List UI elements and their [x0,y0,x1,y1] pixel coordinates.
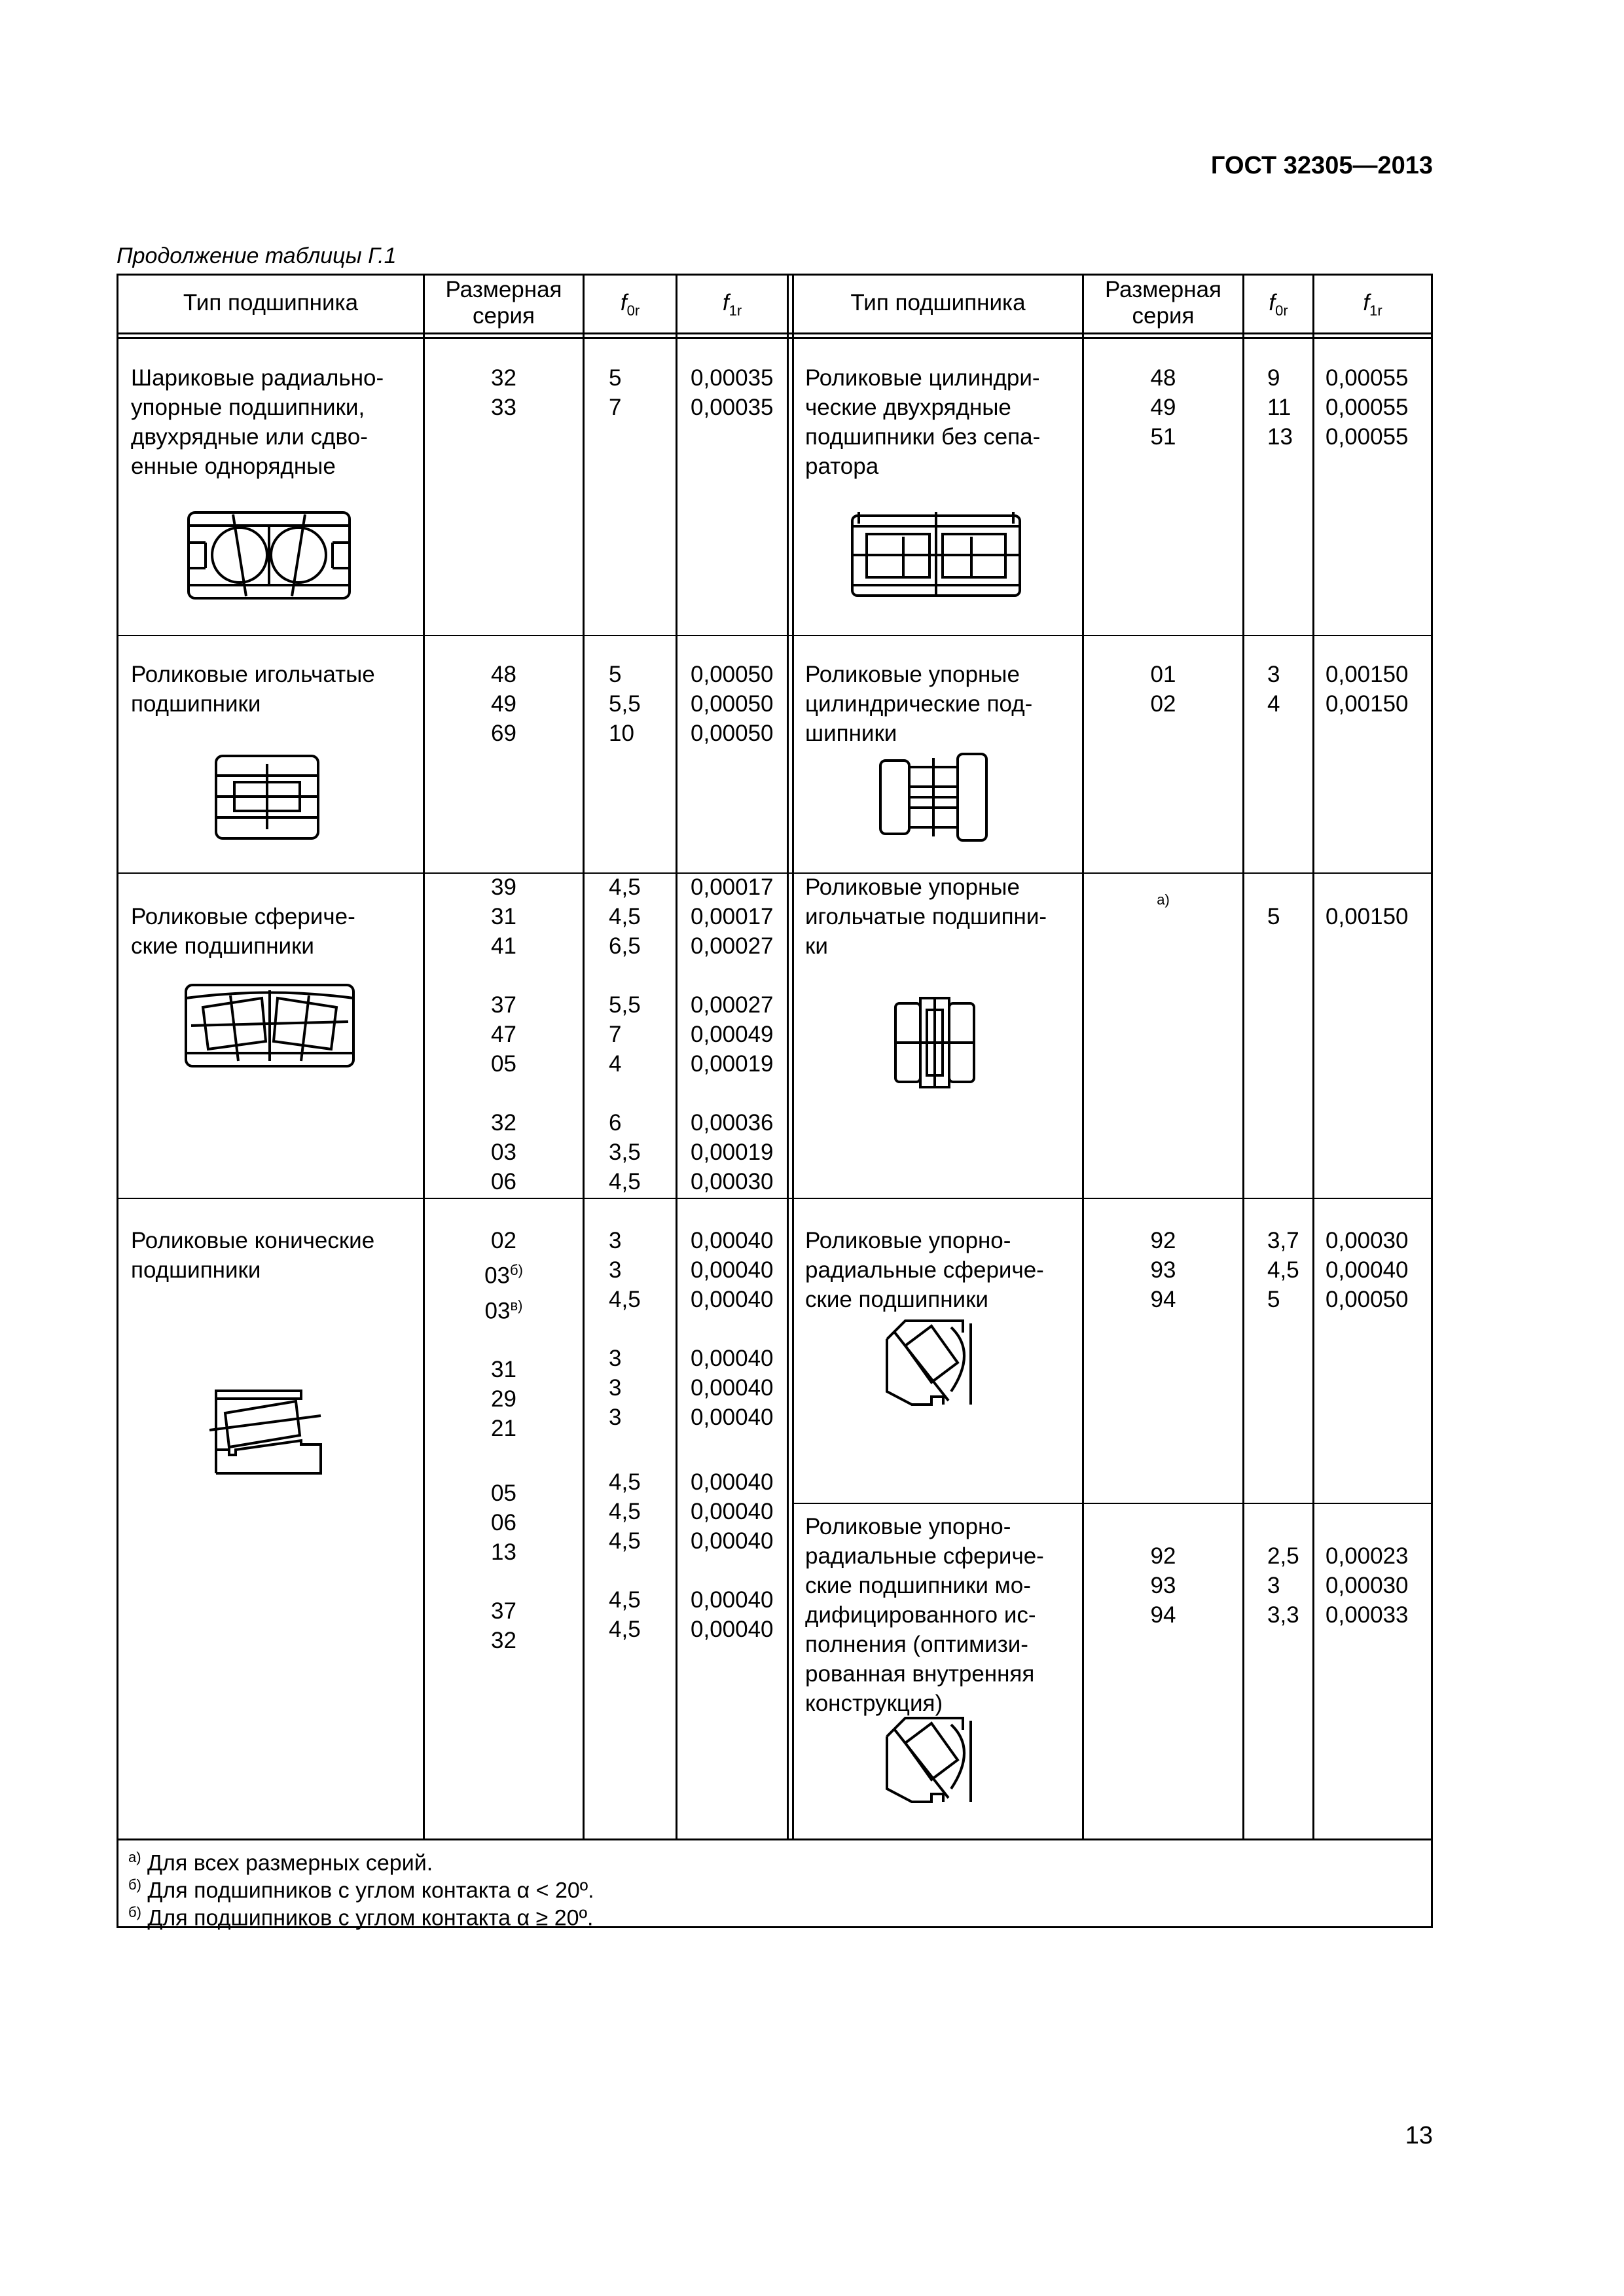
col-header-series: Размерная серия [445,277,562,329]
type-cell: Роликовые упорно- радиальные сфериче- ские подшипники [805,1228,1044,1312]
needle-roller-bearing-drawing [215,755,319,840]
col-header-f0: $f_{0r}$ [620,290,640,319]
type-cell: Роликовые цилиндри- ческие двухрядные подшипники без сепа- ратора [805,365,1041,479]
col-header-f0-right: $f_{0r}$ [1269,290,1288,319]
type-cell: Роликовые упорные цилиндрические под- шипники [805,662,1033,746]
series-cell: 39 31 41 37 47 05 32 03 06 [491,874,516,1194]
f1-cell: 0,00035 0,00035 [691,365,774,420]
f1-cell: 0,00030 0,00040 0,00050 [1326,1228,1409,1312]
series-cell: 01 02 [1150,662,1176,717]
footnote: $^{б)}$ Для подшипников с углом контакта α < 20º. [128,1876,594,1903]
f0-cell: 9 11 13 [1267,365,1293,450]
f0-cell: 4,5 4,5 6,5 5,5 7 4 6 3,5 4,5 [609,874,641,1194]
table-caption: Продолжение таблицы Г.1 [117,243,397,268]
needle-thrust-bearing-drawing [894,997,976,1088]
series-note: а) [1157,891,1170,908]
angular-ball-bearing-drawing [187,511,351,600]
col-header-type: Тип подшипника [183,290,359,315]
series-cell: 92 93 94 [1150,1543,1176,1628]
spherical-thrust-bearing-drawing [886,1319,984,1406]
tapered-roller-bearing-drawing [209,1390,327,1475]
type-cell: Роликовые упорно- радиальные сфериче- ские подшипники мо- дифицированного ис- полнения (оптимизи- рованная внутренняя конструкция) [805,1514,1044,1716]
type-cell: Роликовые упорные игольчатые подшипни- ки [805,874,1047,959]
type-cell: Шариковые радиально- упорные подшипники, двухрядные или сдво- енные однорядные [131,365,384,479]
f1-cell: 0,00150 0,00150 [1326,662,1409,717]
cylindrical-thrust-bearing-drawing [879,751,990,843]
type-cell: Роликовые конические подшипники [131,1228,375,1283]
col-header-f1: $f_{1r}$ [722,290,742,319]
page-number: 13 [1405,2122,1433,2149]
f0-cell: 5 5,5 10 [609,662,641,746]
f1-cell: 0,00040 0,00040 0,00040 0,00040 0,00040 0,00040 0,00040 0,00040 0,00040 0,00040 0,00040 [691,1228,774,1642]
f0-cell: 5 [1267,904,1280,929]
f1-cell: 0,00023 0,00030 0,00033 [1326,1543,1409,1628]
f1-cell: 0,00050 0,00050 0,00050 [691,662,774,746]
f0-cell: 5 7 [609,365,622,420]
f0-cell: 3,7 4,5 5 [1267,1228,1299,1312]
f1-cell: 0,00055 0,00055 0,00055 [1326,365,1409,450]
modified-spherical-thrust-bearing-drawing [886,1717,984,1803]
col-header-type-right: Тип подшипника [850,290,1026,315]
series-cell: 92 93 94 [1150,1228,1176,1312]
series-cell: 48 49 51 [1150,365,1176,450]
f1-cell: 0,00017 0,00017 0,00027 0,00027 0,00049 0,00019 0,00036 0,00019 0,00030 [691,874,774,1194]
series-cell: 32 33 [491,365,516,420]
type-cell: Роликовые игольчатые подшипники [131,662,375,717]
f1-cell: 0,00150 [1326,904,1409,929]
col-header-f1-right: $f_{1r}$ [1363,290,1382,319]
series-cell: 48 49 69 [491,662,516,746]
f0-cell: 3 4 [1267,662,1280,717]
cylindrical-roller-bearing-drawing [851,511,1021,597]
f0-cell: 3 3 4,5 3 3 3 4,5 4,5 4,5 4,5 4,5 [609,1228,641,1642]
running-header: ГОСТ 32305—2013 [1210,152,1433,179]
col-header-series-right: Размерная серия [1104,277,1222,329]
bearing-table [117,274,1433,1931]
spherical-roller-bearing-drawing [185,984,355,1067]
type-cell: Роликовые сфериче- ские подшипники [131,904,355,959]
footnote: $^{б)}$ Для подшипников с углом контакта α ≥ 20º. [128,1904,594,1931]
f0-cell: 2,5 3 3,3 [1267,1543,1299,1628]
footnote: $^{а)}$ Для всех размерных серий. [128,1849,433,1876]
series-cell: 02 $03^{б)}$ $03^{в)}$ 31 29 21 05 06 13 37 32 [484,1228,523,1654]
